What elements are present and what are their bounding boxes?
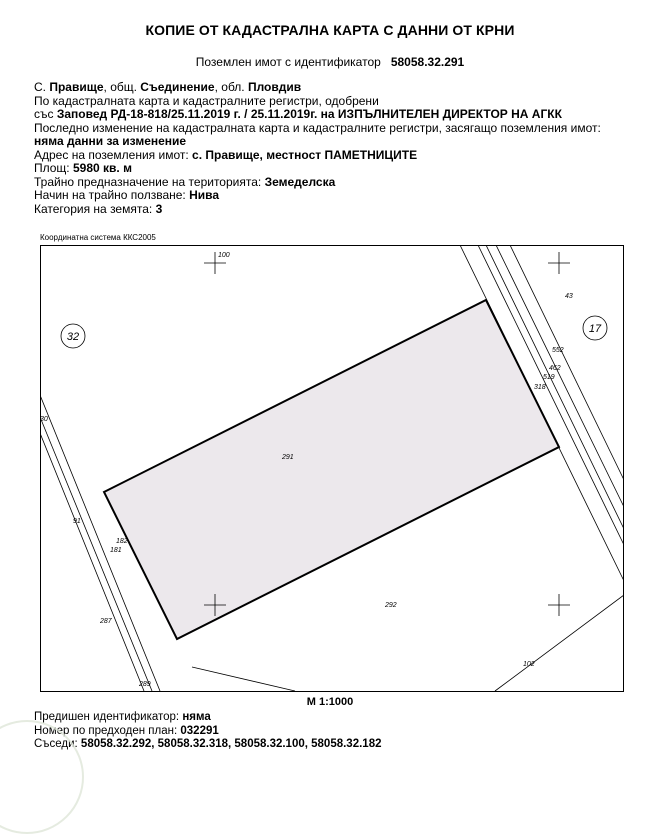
municipality-prefix: , общ.: [103, 80, 141, 94]
area-value: 5980 кв. м: [72, 161, 132, 175]
label-519: 519: [543, 374, 555, 381]
address-label: Адрес на поземления имот:: [34, 147, 193, 162]
label-287: 287: [100, 618, 112, 625]
purpose-label: Трайно предназначение на територията:: [34, 174, 265, 189]
area-line: [34, 162, 634, 176]
parcel-291: [104, 300, 559, 639]
village: Правище: [49, 80, 104, 94]
coordinate-system-label: Координатна система ККС2005: [40, 233, 156, 242]
map-scale: М 1:1000: [306, 696, 354, 708]
last-change-value: [34, 135, 634, 149]
label-43: 43: [565, 293, 573, 300]
approved-line: По кадастралната карта и кадастралните регистри, одобрени: [34, 93, 379, 108]
label-552: 552: [552, 347, 564, 354]
footer-info: [34, 711, 381, 752]
neighbors-label: Съседи:: [34, 738, 81, 750]
purpose-value: Земеделска: [264, 174, 336, 189]
usage-value: Нива: [189, 188, 220, 202]
prev-plan-value: 032291: [180, 724, 219, 737]
neighbors-line: [34, 738, 381, 752]
last-change-label: Последно изменение на кадастралната карта и кадастралните регистри, засягащо поземления имот:: [34, 120, 601, 135]
document-title: КОПИЕ ОТ КАДАСТРАЛНА КАРТА С ДАННИ ОТ КРНИ: [145, 22, 515, 38]
label-182: 182: [116, 538, 128, 545]
property-info: [34, 81, 634, 216]
prev-id-line: [34, 711, 381, 725]
circle-17-label: 17: [588, 323, 602, 335]
label-91: 91: [73, 518, 81, 525]
label-462: 462: [549, 365, 561, 372]
label-181: 181: [110, 547, 122, 554]
label-30: 30: [40, 416, 48, 423]
location-prefix: С.: [34, 80, 50, 94]
property-identifier-line: [0, 55, 660, 69]
label-289: 289: [139, 681, 151, 688]
circle-32-label: 32: [66, 331, 80, 343]
category-label: Категория на земята:: [34, 201, 156, 216]
category-line: [34, 203, 634, 217]
label-292: 292: [385, 602, 397, 609]
label-291: 291: [282, 454, 294, 461]
order-text: Заповед РД-18-818/25.11.2019 г. / 25.11.2019г. на ИЗПЪЛНИТЕЛЕН ДИРЕКТОР НА АГКК: [56, 107, 562, 121]
usage-label: Начин на трайно ползване:: [34, 188, 190, 202]
prev-id-label: Предишен идентификатор:: [34, 711, 183, 723]
label-318: 318: [534, 384, 546, 391]
location-line: [34, 81, 634, 95]
region: Пловдив: [247, 80, 302, 94]
region-prefix: , обл.: [214, 80, 248, 94]
order-prefix: със: [34, 107, 57, 121]
last-change-text: няма данни за изменение: [34, 134, 187, 148]
order-line: [34, 108, 634, 122]
neighbors-value: 58058.32.292, 58058.32.318, 58058.32.100, 58058.32.182: [80, 738, 382, 750]
label-100: 100: [218, 252, 230, 259]
prev-plan-label: Номер по предходен план:: [34, 724, 181, 737]
label-102: 102: [523, 661, 535, 668]
identifier-value: 58058.32.291: [390, 55, 465, 69]
category-value: 3: [155, 201, 163, 216]
prev-plan-line: [34, 725, 381, 739]
cadastral-map: [40, 245, 624, 692]
municipality: Съединение: [140, 80, 215, 94]
address-line: [34, 149, 634, 163]
area-label: Площ:: [34, 161, 73, 175]
identifier-label: Поземлен имот с идентификатор: [195, 55, 381, 69]
prev-id-value: няма: [182, 711, 211, 723]
usage-line: [34, 189, 634, 203]
purpose-line: [34, 176, 634, 190]
address-value: с. Правище, местност ПАМЕТНИЦИТЕ: [192, 147, 418, 162]
